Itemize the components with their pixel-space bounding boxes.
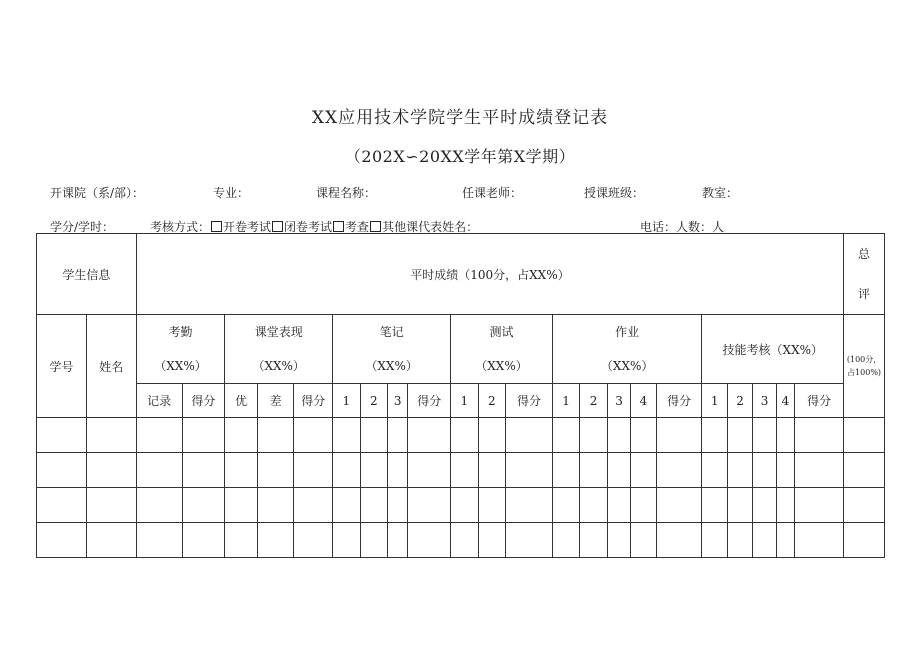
class-performance-weight: （XX%） (252, 359, 305, 373)
test-col-2: 2 (478, 384, 505, 418)
table-cell[interactable] (451, 453, 478, 488)
inspection-checkbox[interactable] (333, 221, 344, 232)
table-cell[interactable] (656, 523, 702, 558)
table-cell[interactable] (37, 488, 87, 523)
table-cell[interactable] (136, 523, 182, 558)
total-header (844, 234, 885, 315)
table-cell[interactable] (451, 488, 478, 523)
table-cell[interactable] (607, 523, 630, 558)
inspection-label: 考查 (345, 220, 370, 234)
table-cell[interactable] (478, 488, 505, 523)
skill-col-2: 2 (727, 384, 752, 418)
table-cell[interactable] (656, 488, 702, 523)
table-cell[interactable] (776, 523, 794, 558)
grade-table (36, 233, 885, 558)
table-cell[interactable] (333, 488, 360, 523)
notes-col-1: 1 (333, 384, 360, 418)
total-note-line-2: 占100%) (847, 368, 882, 377)
attendance-score-header: 得分 (182, 384, 225, 418)
table-cell[interactable] (182, 453, 225, 488)
table-cell[interactable] (388, 418, 408, 453)
test-title: 测试 (489, 325, 514, 339)
table-cell[interactable] (795, 523, 844, 558)
table-cell[interactable] (257, 488, 294, 523)
homework-weight: （XX%） (600, 359, 654, 373)
table-cell[interactable] (294, 523, 333, 558)
table-cell[interactable] (844, 418, 885, 453)
table-cell[interactable] (294, 418, 333, 453)
table-cell[interactable] (360, 523, 387, 558)
table-cell[interactable] (136, 418, 182, 453)
table-cell[interactable] (727, 418, 752, 453)
table-cell[interactable] (552, 523, 579, 558)
table-cell[interactable] (388, 523, 408, 558)
open-book-label: 开卷考试 (223, 220, 272, 234)
table-cell[interactable] (844, 453, 885, 488)
table-cell[interactable] (727, 488, 752, 523)
table-cell[interactable] (86, 523, 136, 558)
attendance-header (136, 315, 225, 384)
table-cell[interactable] (580, 488, 607, 523)
table-cell[interactable] (552, 418, 579, 453)
table-row (37, 418, 885, 453)
homework-col-1: 1 (552, 384, 579, 418)
table-cell[interactable] (631, 523, 656, 558)
class-perf-poor-header: 差 (257, 384, 294, 418)
skill-assessment-header: 技能考核（XX%） (702, 315, 844, 384)
table-cell[interactable] (360, 453, 387, 488)
table-cell[interactable] (37, 418, 87, 453)
closed-book-label: 闭卷考试 (284, 220, 333, 234)
table-cell[interactable] (360, 488, 387, 523)
test-weight: （XX%） (475, 359, 528, 373)
table-row (37, 488, 885, 523)
course-label: 课程名称： (316, 186, 377, 200)
notes-col-3: 3 (388, 384, 408, 418)
table-cell[interactable] (451, 523, 478, 558)
table-cell[interactable] (136, 453, 182, 488)
table-cell[interactable] (753, 488, 776, 523)
table-cell[interactable] (136, 488, 182, 523)
student-info-header: 学生信息 (37, 234, 137, 315)
closed-book-checkbox[interactable] (272, 221, 283, 232)
table-cell[interactable] (607, 488, 630, 523)
table-cell[interactable] (408, 488, 451, 523)
page-title: XX应用技术学院学生平时成绩登记表 (311, 108, 609, 128)
skill-col-1: 1 (702, 384, 727, 418)
table-cell[interactable] (257, 418, 294, 453)
table-cell[interactable] (225, 523, 258, 558)
credit-hours-label: 学分/学时： (50, 220, 115, 234)
table-cell[interactable] (702, 488, 727, 523)
class-perf-score-header: 得分 (294, 384, 333, 418)
count-label: 人数： (676, 220, 713, 234)
homework-score-header: 得分 (656, 384, 702, 418)
test-score-header: 得分 (506, 384, 553, 418)
total-char-2: 评 (858, 287, 871, 301)
table-cell[interactable] (408, 453, 451, 488)
table-cell[interactable] (333, 418, 360, 453)
notes-header (333, 315, 451, 384)
table-cell[interactable] (702, 453, 727, 488)
table-cell[interactable] (506, 488, 553, 523)
classroom-label: 教室： (702, 186, 739, 200)
student-no-header: 学号 (37, 315, 87, 418)
table-cell[interactable] (408, 418, 451, 453)
class-label: 授课班级： (584, 186, 645, 200)
open-book-checkbox[interactable] (211, 221, 222, 232)
table-cell[interactable] (294, 453, 333, 488)
test-col-1: 1 (451, 384, 478, 418)
skill-score-header: 得分 (795, 384, 844, 418)
table-cell[interactable] (844, 523, 885, 558)
other-checkbox[interactable] (370, 221, 381, 232)
class-performance-title: 课堂表现 (254, 325, 303, 339)
table-cell[interactable] (388, 488, 408, 523)
table-cell[interactable] (776, 488, 794, 523)
table-cell[interactable] (753, 523, 776, 558)
homework-title: 作业 (615, 325, 640, 339)
phone-label: 电话： (640, 220, 677, 234)
table-cell[interactable] (86, 453, 136, 488)
attendance-record-header: 记录 (136, 384, 182, 418)
table-cell[interactable] (333, 453, 360, 488)
table-cell[interactable] (656, 453, 702, 488)
table-cell[interactable] (727, 453, 752, 488)
table-row (37, 523, 885, 558)
notes-score-header: 得分 (408, 384, 451, 418)
total-note (844, 315, 885, 418)
table-cell[interactable] (795, 453, 844, 488)
page-subtitle: （202X∽20XX学年第X学期） (344, 147, 576, 166)
table-cell[interactable] (631, 418, 656, 453)
table-cell[interactable] (294, 488, 333, 523)
table-cell[interactable] (478, 523, 505, 558)
table-cell[interactable] (552, 488, 579, 523)
other-label: 其他 (382, 220, 407, 234)
homework-col-3: 3 (607, 384, 630, 418)
table-cell[interactable] (408, 523, 451, 558)
homework-col-2: 2 (580, 384, 607, 418)
table-cell[interactable] (182, 523, 225, 558)
table-cell[interactable] (580, 453, 607, 488)
attendance-title: 考勤 (168, 325, 193, 339)
attendance-weight: （XX%） (154, 359, 207, 373)
table-cell[interactable] (631, 488, 656, 523)
table-cell[interactable] (753, 453, 776, 488)
skill-col-3: 3 (753, 384, 776, 418)
table-cell[interactable] (702, 523, 727, 558)
college-label: 开课院（系/部）： (50, 186, 145, 200)
table-cell[interactable] (776, 453, 794, 488)
table-row (37, 453, 885, 488)
name-header: 姓名 (86, 315, 136, 418)
table-cell[interactable] (225, 418, 258, 453)
class-performance-header (225, 315, 333, 384)
notes-weight: （XX%） (365, 359, 418, 373)
class-perf-excellent-header: 优 (225, 384, 258, 418)
table-cell[interactable] (727, 523, 752, 558)
table-cell[interactable] (702, 418, 727, 453)
normal-score-header: 平时成绩（100分，占XX%） (136, 234, 843, 315)
table-cell[interactable] (360, 418, 387, 453)
table-cell[interactable] (451, 418, 478, 453)
major-label: 专业： (213, 186, 250, 200)
table-cell[interactable] (607, 453, 630, 488)
table-cell[interactable] (795, 418, 844, 453)
rep-name-label: 课代表姓名： (406, 220, 479, 234)
table-cell[interactable] (552, 453, 579, 488)
table-cell[interactable] (225, 488, 258, 523)
table-cell[interactable] (86, 488, 136, 523)
table-cell[interactable] (844, 488, 885, 523)
table-cell[interactable] (333, 523, 360, 558)
total-note-line-1: (100分， (846, 355, 882, 364)
table-cell[interactable] (478, 418, 505, 453)
table-cell[interactable] (580, 523, 607, 558)
total-char-1: 总 (858, 247, 871, 261)
table-cell[interactable] (580, 418, 607, 453)
table-cell[interactable] (631, 453, 656, 488)
skill-col-4: 4 (776, 384, 794, 418)
table-cell[interactable] (506, 523, 553, 558)
homework-col-4: 4 (631, 384, 656, 418)
table-cell[interactable] (388, 453, 408, 488)
table-cell[interactable] (257, 523, 294, 558)
table-cell[interactable] (506, 453, 553, 488)
table-cell[interactable] (86, 418, 136, 453)
assessment-label: 考核方式： (150, 220, 211, 234)
table-cell[interactable] (182, 418, 225, 453)
table-cell[interactable] (182, 488, 225, 523)
homework-header (552, 315, 702, 384)
table-cell[interactable] (795, 488, 844, 523)
notes-title: 笔记 (379, 325, 404, 339)
teacher-label: 任课老师： (462, 186, 523, 200)
table-cell[interactable] (753, 418, 776, 453)
table-cell[interactable] (607, 418, 630, 453)
count-unit: 人 (712, 220, 725, 234)
table-cell[interactable] (225, 453, 258, 488)
table-cell[interactable] (656, 418, 702, 453)
table-cell[interactable] (257, 453, 294, 488)
table-cell[interactable] (37, 523, 87, 558)
test-header (451, 315, 553, 384)
table-cell[interactable] (478, 453, 505, 488)
notes-col-2: 2 (360, 384, 387, 418)
table-cell[interactable] (37, 453, 87, 488)
table-cell[interactable] (506, 418, 553, 453)
table-cell[interactable] (776, 418, 794, 453)
